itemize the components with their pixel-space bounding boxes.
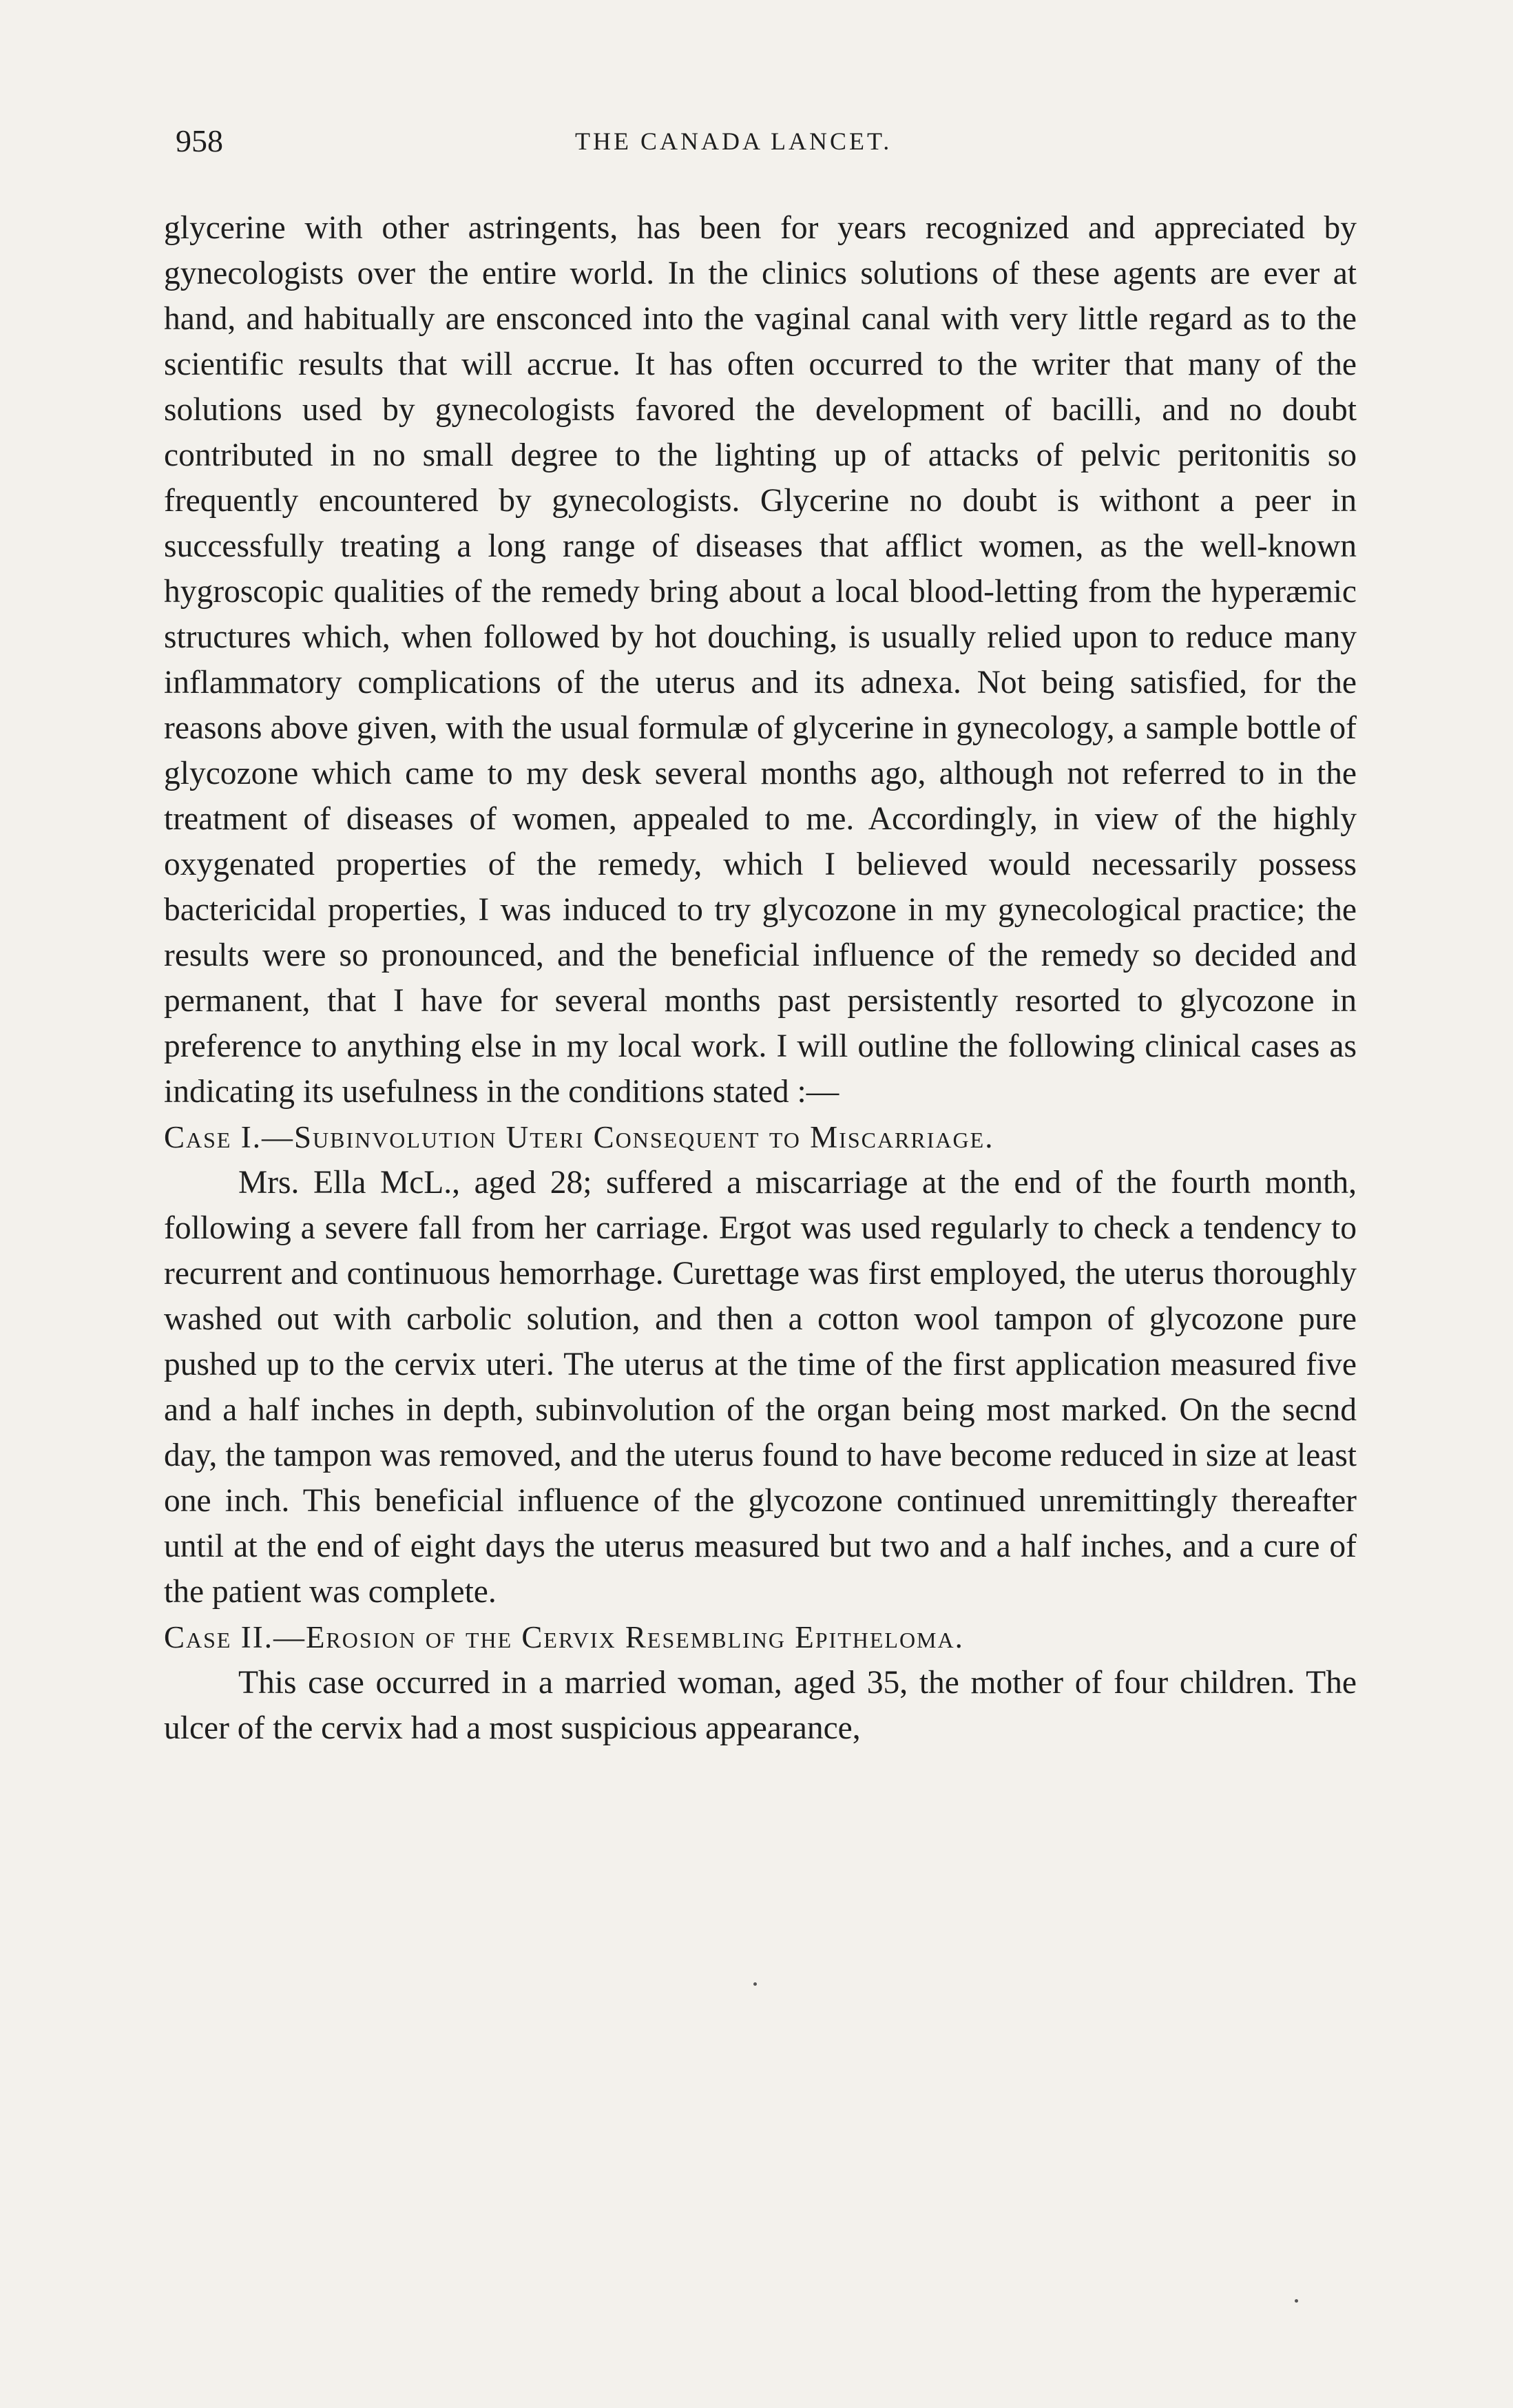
running-head: THE CANADA LANCET. [575, 127, 893, 155]
case-1-heading: Case I.—Subinvolution Uteri Consequent to Miscarriage. [164, 1120, 994, 1154]
intro-paragraph: glycerine with other astringents, has been for years recognized and appreciated by gynecologists over the entire world. In the clinics solutions of these agents are ever at hand, and habitually are ensconced into the vaginal canal with very little regard as to the scientific results that will accrue. It has often occurred to the writer that many of the solutions used by gynecologists favored the development of bacilli, and no doubt contributed in no small degree to the lighting up of attacks of pelvic peritonitis so frequently encountered by gynecologists. Glycerine no doubt is withont a peer in successfully treating a long range of diseases that afflict women, as the well-known hygroscopic qualities of the remedy bring about a local blood-letting from the hyperæmic structures which, when followed by hot douching, is usually relied upon to reduce many inflammatory complications of the uterus and its adnexa. Not being satisfied, for the reasons above given, with the usual formulæ of glycerine in gynecology, a sample bottle of glycozone which came to my desk several months ago, although not referred to in the treatment of diseases of women, appealed to me. Accordingly, in view of the highly oxygenated properties of the remedy, which I believed would necessarily possess bactericidal properties, I was induced to try glycozone in my gynecological practice; the results were so pronounced, and the beneficial influence of the remedy so decided and permanent, that I have for several months past persistently resorted to glycozone in preference to anything else in my local work. I will outline the following clinical cases as indicating its usefulness in the conditions stated :— [164, 210, 1357, 1110]
page-number: 958 [176, 123, 223, 158]
print-speck [753, 1982, 757, 1986]
page-header [176, 123, 1346, 164]
print-speck [1295, 2299, 1298, 2303]
article-body [164, 205, 1357, 1751]
case-1-paragraph: Mrs. Ella McL., aged 28; suffered a miscarriage at the end of the fourth month, following a severe fall from her carriage. Ergot was used regularly to check a tendency to recurrent and continuous hemorrhage. Curettage was first employed, the uterus thoroughly washed out with carbolic solution, and then a cotton wool tampon of glycozone pure pushed up to the cervix uteri. The uterus at the time of the first application measured five and a half inches in depth, subinvolution of the organ being most marked. On the secnd day, the tampon was removed, and the uterus found to have become reduced in size at least one inch. This beneficial influence of the glycozone continued unremittingly thereafter until at the end of eight days the uterus measured but two and a half inches, and a cure of the patient was complete. [164, 1165, 1357, 1610]
case-2-heading: Case II.—Erosion of the Cervix Resembling Epitheloma. [164, 1620, 964, 1654]
case-2-paragraph: This case occurred in a married woman, aged 35, the mother of four children. The ulcer of the cervix had a most suspicious appearance, [164, 1665, 1357, 1746]
